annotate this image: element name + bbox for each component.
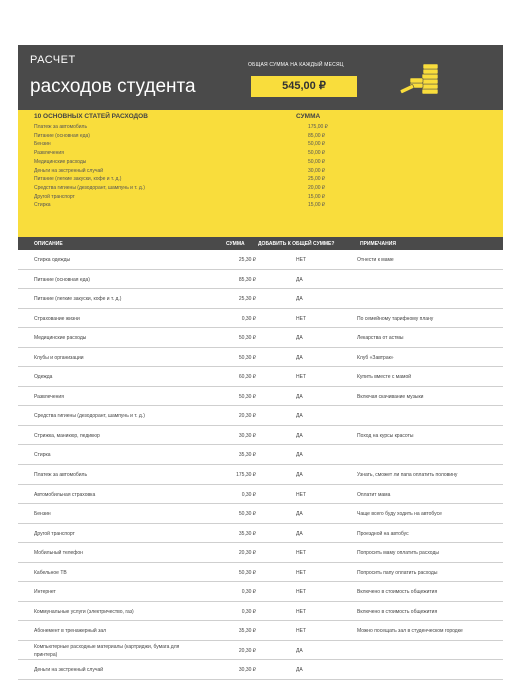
row-note: Поход на курсы красоты <box>357 432 414 439</box>
top-expense-amount: 15,00 ₽ <box>308 202 326 209</box>
row-description: Мобильный телефон <box>34 550 83 557</box>
table-row <box>18 621 503 641</box>
row-description: Коммунальные услуги (электричество, газ) <box>34 608 134 615</box>
title-small: РАСЧЕТ <box>30 54 76 66</box>
table-row <box>18 426 503 446</box>
table-row <box>18 660 503 680</box>
top-expense-label: Средства гигиены (дезодорант, шампунь и т. д.) <box>34 184 145 191</box>
row-note: Попросить маму оплатить расходы <box>357 550 439 557</box>
top-expense-row <box>34 176 344 185</box>
top-expense-amount: 85,00 ₽ <box>308 132 326 139</box>
table-row <box>18 543 503 563</box>
row-amount: 0,30 ₽ <box>241 608 256 615</box>
table-header <box>18 237 503 250</box>
row-amount: 50,30 ₽ <box>238 569 256 576</box>
top-expense-label: Стирка <box>34 202 51 209</box>
row-add-to-total: ДА <box>296 335 303 342</box>
row-add-to-total: ДА <box>296 413 303 420</box>
top-expense-amount: 30,00 ₽ <box>308 167 326 174</box>
top-expense-amount: 15,00 ₽ <box>308 193 326 200</box>
table-row <box>18 289 503 309</box>
top-expense-label: Платеж за автомобиль <box>34 124 88 130</box>
row-description: Платеж за автомобиль <box>34 472 88 479</box>
budget-sheet <box>18 45 503 680</box>
table-row <box>18 348 503 368</box>
row-add-to-total: ДА <box>296 472 303 479</box>
row-note: Лекарства от астмы <box>357 335 404 342</box>
top-expense-row <box>34 194 344 203</box>
row-note: Чаще всего буду ходить на автобусе <box>357 511 442 518</box>
row-description: Стирка <box>34 452 51 459</box>
row-amount: 35,30 ₽ <box>238 628 256 635</box>
top-expense-amount: 50,00 ₽ <box>308 141 326 148</box>
row-add-to-total: НЕТ <box>296 550 306 557</box>
row-note: Включено в стоимость общежития <box>357 608 438 615</box>
top-expense-row <box>34 133 344 142</box>
header-banner <box>18 45 503 110</box>
col-amount: СУММА <box>226 241 245 247</box>
table-row <box>18 328 503 348</box>
title-big: расходов студента <box>30 76 196 97</box>
row-description: Деньги на экстренный случай <box>34 667 104 674</box>
row-note: Включено в стоимость общежития <box>357 589 438 596</box>
row-description: Стирка одежды <box>34 257 71 263</box>
row-description: Питание (основная еда) <box>34 276 90 283</box>
row-add-to-total: НЕТ <box>296 257 306 263</box>
row-description: Стрижка, маникюр, педикюр <box>34 432 100 439</box>
row-add-to-total: ДА <box>296 432 303 439</box>
row-description: Страхование жизни <box>34 315 80 322</box>
top-expense-amount: 25,00 ₽ <box>308 176 326 183</box>
top-expense-label: Развлечения <box>34 150 64 157</box>
row-description: Кабельное ТВ <box>34 569 67 576</box>
row-add-to-total: НЕТ <box>296 569 306 576</box>
row-note: Можно посещать зал в студенческом городке <box>357 628 463 635</box>
total-value: 545,00 ₽ <box>251 76 357 97</box>
top-expense-row <box>34 202 344 211</box>
row-description: Одежда <box>34 374 53 381</box>
top-expense-row <box>34 168 344 177</box>
row-add-to-total: ДА <box>296 452 303 459</box>
top-expense-label: Медицинские расходы <box>34 158 87 165</box>
row-description: Автомобильная страховка <box>34 491 96 498</box>
table-row <box>18 270 503 290</box>
row-add-to-total: НЕТ <box>296 628 306 635</box>
top-expense-amount: 50,00 ₽ <box>308 150 326 157</box>
row-amount: 25,30 ₽ <box>238 257 256 263</box>
row-description: Интернет <box>34 589 56 596</box>
row-amount: 30,30 ₽ <box>238 667 256 674</box>
table-row <box>18 524 503 544</box>
row-amount: 35,30 ₽ <box>238 530 256 537</box>
row-description: Средства гигиены (дезодорант, шампунь и т. д.) <box>34 413 145 420</box>
row-amount: 85,30 ₽ <box>238 276 256 283</box>
top-expenses-sum-heading: СУММА <box>296 113 321 120</box>
row-add-to-total: ДА <box>296 511 303 518</box>
row-amount: 60,30 ₽ <box>238 374 256 381</box>
row-add-to-total: НЕТ <box>296 589 306 596</box>
row-note: Отнести к маме <box>357 257 394 263</box>
row-amount: 20,30 ₽ <box>238 647 256 654</box>
row-add-to-total: НЕТ <box>296 491 306 498</box>
table-body <box>18 250 503 680</box>
top-expense-label: Питание (легкие закуски, кофе и т. д.) <box>34 176 122 183</box>
top-expense-row <box>34 124 344 133</box>
table-row <box>18 641 503 661</box>
row-description: Развлечения <box>34 393 64 400</box>
top-expense-amount: 20,00 ₽ <box>308 184 326 191</box>
row-description: Медицинские расходы <box>34 335 87 342</box>
row-note: Включая скачивание музыки <box>357 393 424 400</box>
top-expense-amount: 50,00 ₽ <box>308 158 326 165</box>
row-note: Клуб «Завтрак» <box>357 354 394 361</box>
row-description: Другой транспорт <box>34 530 75 537</box>
row-note: Оплатит мама <box>357 491 391 498</box>
coins-icon <box>398 59 442 99</box>
table-row <box>18 582 503 602</box>
row-amount: 20,30 ₽ <box>238 413 256 420</box>
row-add-to-total: ДА <box>296 296 303 303</box>
top-expense-row <box>34 141 344 150</box>
row-amount: 50,30 ₽ <box>238 511 256 518</box>
total-label: ОБЩАЯ СУММА НА КАЖДЫЙ МЕСЯЦ <box>248 62 344 68</box>
col-notes: ПРИМЕЧАНИЯ <box>360 241 396 247</box>
row-amount: 0,30 ₽ <box>241 491 256 498</box>
top-expense-row <box>34 185 344 194</box>
row-note: Купить вместе с мамой <box>357 374 412 381</box>
table-row <box>18 367 503 387</box>
row-note: Проездной на автобус <box>357 530 409 537</box>
row-add-to-total: НЕТ <box>296 315 306 322</box>
top-expenses-section <box>18 110 503 237</box>
top-expense-label: Деньги на экстренный случай <box>34 167 104 174</box>
row-description: Компьютерные расходные материалы (картриджи, бумага для принтера) <box>34 643 180 658</box>
row-add-to-total: ДА <box>296 530 303 537</box>
row-description: Питание (легкие закуски, кофе и т. д.) <box>34 296 122 303</box>
row-amount: 20,30 ₽ <box>238 550 256 557</box>
table-row <box>18 465 503 485</box>
row-amount: 30,30 ₽ <box>238 432 256 439</box>
col-add-to-total: ДОБАВИТЬ К ОБЩЕЙ СУММЕ? <box>258 241 335 247</box>
row-amount: 175,30 ₽ <box>236 472 256 479</box>
table-row <box>18 563 503 583</box>
row-add-to-total: ДА <box>296 393 303 400</box>
table-row <box>18 387 503 407</box>
top-expense-row <box>34 159 344 168</box>
row-amount: 50,30 ₽ <box>238 335 256 342</box>
row-amount: 0,30 ₽ <box>241 315 256 322</box>
row-note: По семейному тарифному плану <box>357 315 434 322</box>
row-description: Бензин <box>34 511 51 518</box>
row-note: Попросить папу оплатить расходы <box>357 569 438 576</box>
table-row <box>18 309 503 329</box>
row-amount: 50,30 ₽ <box>238 393 256 400</box>
row-add-to-total: ДА <box>296 276 303 283</box>
table-row <box>18 485 503 505</box>
table-row <box>18 504 503 524</box>
row-add-to-total: ДА <box>296 667 303 674</box>
table-row <box>18 406 503 426</box>
top-expenses-heading: 10 ОСНОВНЫХ СТАТЕЙ РАСХОДОВ <box>34 113 148 120</box>
table-row <box>18 250 503 270</box>
row-add-to-total: НЕТ <box>296 608 306 615</box>
row-add-to-total: ДА <box>296 354 303 361</box>
row-amount: 50,30 ₽ <box>238 354 256 361</box>
top-expense-amount: 175,00 ₽ <box>308 124 328 130</box>
row-add-to-total: ДА <box>296 647 303 654</box>
table-row <box>18 602 503 622</box>
col-description: ОПИСАНИЕ <box>34 241 63 247</box>
row-description: Абонемент в тренажерный зал <box>34 628 107 635</box>
row-amount: 25,30 ₽ <box>238 296 256 303</box>
top-expense-label: Бензин <box>34 141 51 148</box>
row-note: Узнать, сможет ли папа оплатить половину <box>357 472 458 479</box>
row-amount: 35,30 ₽ <box>238 452 256 459</box>
top-expense-row <box>34 150 344 159</box>
table-row <box>18 445 503 465</box>
top-expense-label: Питание (основная еда) <box>34 132 90 139</box>
row-add-to-total: НЕТ <box>296 374 306 381</box>
row-description: Клубы и организации <box>34 354 84 361</box>
top-expense-label: Другой транспорт <box>34 193 75 200</box>
row-amount: 0,30 ₽ <box>241 589 256 596</box>
